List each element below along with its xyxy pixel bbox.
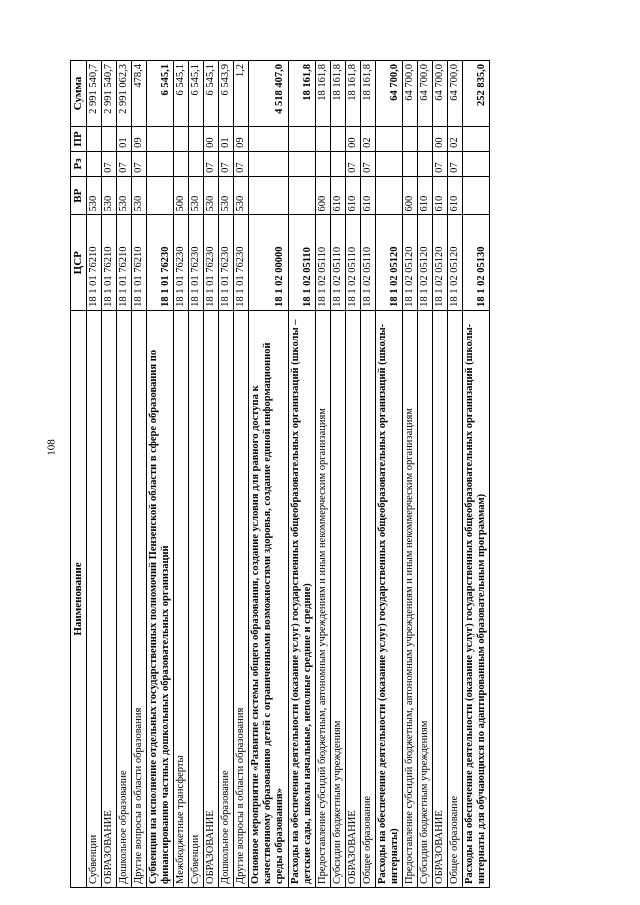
cell-csr: 18 1 01 76230: [204, 215, 219, 310]
cell-sum: 2 991 062,3: [116, 61, 131, 127]
table-row: [249, 61, 288, 888]
cell-name: Другие вопросы в области образования: [234, 310, 249, 887]
cell-rz: 07: [448, 151, 463, 176]
header-vr: ВР: [71, 176, 87, 215]
table-row: [146, 61, 173, 888]
cell-rz: [249, 151, 288, 176]
cell-pr: 09: [234, 126, 249, 151]
cell-name: Расходы на обеспечение деятельности (оказание услуг) государственных общеобразовательных организаций (школы-интернаты): [375, 310, 402, 887]
page-number: 108: [45, 439, 58, 456]
cell-pr: [375, 126, 402, 151]
cell-csr: 18 1 02 05120: [448, 215, 463, 310]
cell-pr: 00: [433, 126, 448, 151]
cell-sum: 18 161,8: [360, 61, 375, 127]
cell-csr: 18 1 02 05110: [315, 215, 330, 310]
cell-csr: 18 1 02 05110: [345, 215, 360, 310]
cell-vr: 530: [86, 176, 101, 215]
cell-pr: [174, 126, 189, 151]
cell-csr: 18 1 02 05120: [375, 215, 402, 310]
table-row: [174, 61, 189, 888]
cell-name: ОБРАЗОВАНИЕ: [345, 310, 360, 887]
table-row: [345, 61, 360, 888]
cell-rz: [463, 151, 490, 176]
cell-sum: 18 161,8: [288, 61, 315, 127]
cell-rz: 07: [131, 151, 146, 176]
cell-rz: [330, 151, 345, 176]
cell-vr: [288, 176, 315, 215]
cell-name: Субвенции на исполнение отдельных государственных полномочий Пензенской области в сфере образования по финансированию частных дошкольных образовательных организаций: [146, 310, 173, 887]
cell-pr: 09: [131, 126, 146, 151]
cell-vr: [375, 176, 402, 215]
cell-sum: 18 161,8: [345, 61, 360, 127]
table-row: [403, 61, 418, 888]
cell-pr: [418, 126, 433, 151]
cell-csr: 18 1 02 00000: [249, 215, 288, 310]
cell-csr: 18 1 02 05120: [418, 215, 433, 310]
cell-pr: 02: [448, 126, 463, 151]
cell-vr: 610: [433, 176, 448, 215]
cell-vr: [463, 176, 490, 215]
cell-pr: [403, 126, 418, 151]
cell-csr: 18 1 01 76230: [174, 215, 189, 310]
cell-sum: 64 700,0: [433, 61, 448, 127]
cell-name: Межбюджетные трансферты: [174, 310, 189, 887]
table-row: [375, 61, 402, 888]
cell-sum: 6 545,1: [174, 61, 189, 127]
cell-name: Дошкольное образование: [116, 310, 131, 887]
cell-name: Дошкольное образование: [219, 310, 234, 887]
cell-pr: 02: [360, 126, 375, 151]
cell-pr: 00: [345, 126, 360, 151]
cell-sum: 6 545,1: [204, 61, 219, 127]
table-row: [189, 61, 204, 888]
cell-vr: 530: [116, 176, 131, 215]
cell-rz: 07: [101, 151, 116, 176]
cell-pr: [330, 126, 345, 151]
table-row: [131, 61, 146, 888]
cell-vr: 610: [418, 176, 433, 215]
cell-name: Предоставление субсидий бюджетным, автономным учреждениям и иным некоммерческим организациям: [315, 310, 330, 887]
cell-name: ОБРАЗОВАНИЕ: [204, 310, 219, 887]
cell-pr: [249, 126, 288, 151]
cell-name: Основное мероприятие «Развитие системы общего образования, создание условия для равного доступа к качественному образованию детей с ограниченными возможностями здоровья, создание единой информационной среды образования»: [249, 310, 288, 887]
cell-sum: 6 543,9: [219, 61, 234, 127]
rotated-page: [70, 60, 490, 888]
cell-sum: 252 835,0: [463, 61, 490, 127]
cell-vr: 610: [360, 176, 375, 215]
cell-vr: 600: [403, 176, 418, 215]
cell-rz: [315, 151, 330, 176]
cell-vr: 610: [345, 176, 360, 215]
cell-csr: 18 1 01 76210: [116, 215, 131, 310]
cell-sum: 4 518 407,0: [249, 61, 288, 127]
cell-vr: 530: [219, 176, 234, 215]
cell-rz: 07: [219, 151, 234, 176]
cell-rz: [288, 151, 315, 176]
cell-pr: [146, 126, 173, 151]
cell-sum: 478,4: [131, 61, 146, 127]
cell-pr: 01: [219, 126, 234, 151]
table-header-row: [71, 61, 87, 888]
cell-name: Субсидии бюджетным учреждениям: [418, 310, 433, 887]
table-row: [360, 61, 375, 888]
cell-csr: 18 1 01 76230: [234, 215, 249, 310]
cell-pr: [315, 126, 330, 151]
cell-name: ОБРАЗОВАНИЕ: [433, 310, 448, 887]
cell-rz: [403, 151, 418, 176]
cell-rz: 07: [234, 151, 249, 176]
cell-csr: 18 1 02 05110: [360, 215, 375, 310]
cell-pr: 01: [116, 126, 131, 151]
cell-pr: [101, 126, 116, 151]
table-row: [116, 61, 131, 888]
cell-rz: [418, 151, 433, 176]
cell-csr: 18 1 02 05130: [463, 215, 490, 310]
cell-sum: 64 700,0: [403, 61, 418, 127]
budget-table: [70, 60, 490, 888]
table-row: [315, 61, 330, 888]
cell-csr: 18 1 01 76230: [219, 215, 234, 310]
cell-rz: [189, 151, 204, 176]
cell-sum: 6 545,1: [189, 61, 204, 127]
cell-csr: 18 1 01 76230: [146, 215, 173, 310]
cell-name: Расходы на обеспечение деятельности (оказание услуг) государственных общеобразовательных организаций (школы – детские сады, школы начальные, неполные средние и средние): [288, 310, 315, 887]
table-row: [448, 61, 463, 888]
cell-name: Другие вопросы в области образования: [131, 310, 146, 887]
cell-vr: 610: [448, 176, 463, 215]
cell-pr: [86, 126, 101, 151]
cell-name: Предоставление субсидий бюджетным, автономным учреждениям и иным некоммерческим организациям: [403, 310, 418, 887]
table-row: [330, 61, 345, 888]
cell-rz: 07: [116, 151, 131, 176]
table-row: [204, 61, 219, 888]
header-sum: Сумма: [71, 61, 87, 127]
header-pr: ПР: [71, 126, 87, 151]
cell-sum: 1,2: [234, 61, 249, 127]
cell-rz: [146, 151, 173, 176]
cell-rz: [86, 151, 101, 176]
header-name: Наименование: [71, 310, 87, 887]
cell-rz: [174, 151, 189, 176]
cell-name: Общее образование: [360, 310, 375, 887]
table-row: [418, 61, 433, 888]
cell-vr: 530: [101, 176, 116, 215]
cell-csr: 18 1 02 05120: [433, 215, 448, 310]
cell-sum: 6 545,1: [146, 61, 173, 127]
cell-name: Расходы на обеспечение деятельности (оказание услуг) государственных общеобразовательных организаций (школы-интернаты для обучающихся по адаптированным образовательным программам): [463, 310, 490, 887]
cell-rz: 07: [345, 151, 360, 176]
cell-name: Субвенции: [189, 310, 204, 887]
cell-sum: 64 700,0: [448, 61, 463, 127]
cell-name: ОБРАЗОВАНИЕ: [101, 310, 116, 887]
cell-csr: 18 1 02 05110: [330, 215, 345, 310]
cell-sum: 64 700,0: [375, 61, 402, 127]
cell-sum: 2 991 540,7: [86, 61, 101, 127]
cell-sum: 2 991 540,7: [101, 61, 116, 127]
cell-vr: 530: [189, 176, 204, 215]
table-row: [219, 61, 234, 888]
cell-pr: [189, 126, 204, 151]
cell-rz: 07: [204, 151, 219, 176]
cell-csr: 18 1 01 76210: [101, 215, 116, 310]
table-row: [463, 61, 490, 888]
cell-sum: 18 161,8: [330, 61, 345, 127]
table-row: [86, 61, 101, 888]
cell-rz: 07: [433, 151, 448, 176]
cell-vr: [146, 176, 173, 215]
cell-pr: 00: [204, 126, 219, 151]
header-rz: Рз: [71, 151, 87, 176]
cell-vr: 530: [131, 176, 146, 215]
cell-vr: 530: [204, 176, 219, 215]
cell-csr: 18 1 02 05110: [288, 215, 315, 310]
cell-name: Общее образование: [448, 310, 463, 887]
cell-csr: 18 1 01 76210: [131, 215, 146, 310]
cell-vr: 600: [315, 176, 330, 215]
cell-sum: 64 700,0: [418, 61, 433, 127]
cell-sum: 18 161,8: [315, 61, 330, 127]
cell-name: Субсидии бюджетным учреждениям: [330, 310, 345, 887]
cell-csr: 18 1 01 76210: [86, 215, 101, 310]
cell-vr: 530: [234, 176, 249, 215]
cell-pr: [288, 126, 315, 151]
header-csr: ЦСР: [71, 215, 87, 310]
cell-csr: 18 1 01 76230: [189, 215, 204, 310]
cell-vr: 500: [174, 176, 189, 215]
cell-csr: 18 1 02 05120: [403, 215, 418, 310]
table-row: [288, 61, 315, 888]
table-row: [234, 61, 249, 888]
cell-rz: 07: [360, 151, 375, 176]
cell-rz: [375, 151, 402, 176]
table-row: [101, 61, 116, 888]
table-body: [86, 61, 490, 888]
table-row: [433, 61, 448, 888]
cell-vr: 610: [330, 176, 345, 215]
cell-vr: [249, 176, 288, 215]
cell-pr: [463, 126, 490, 151]
cell-name: Субвенции: [86, 310, 101, 887]
